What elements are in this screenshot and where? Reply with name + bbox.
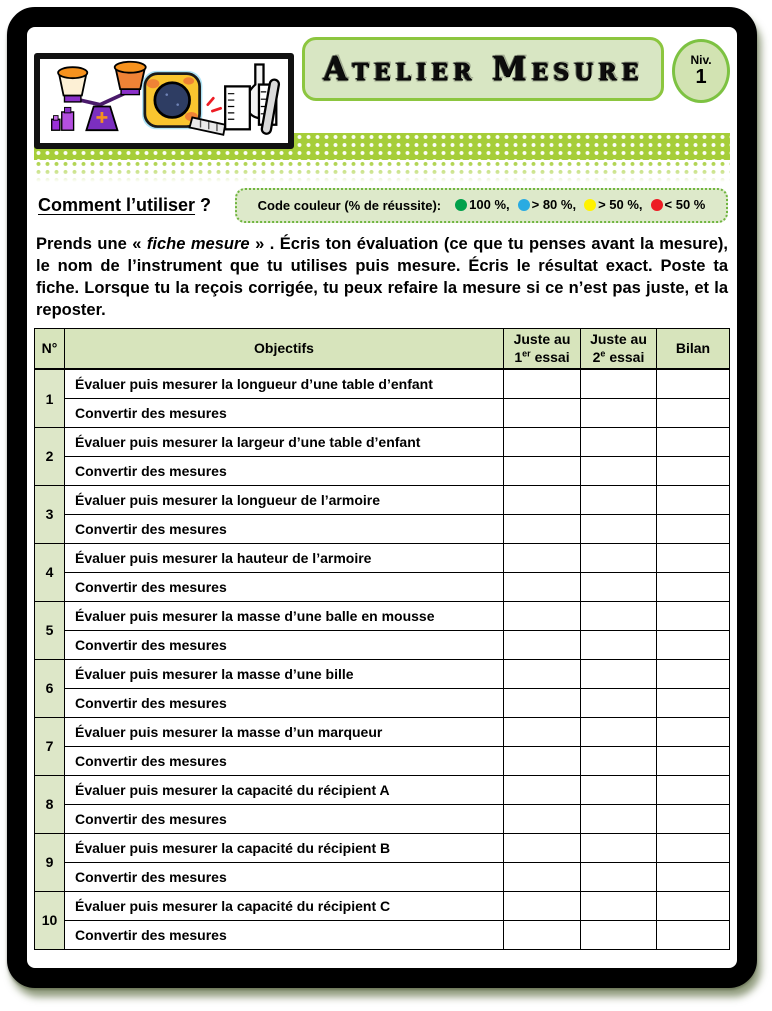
convert-text: Convertir des mesures	[65, 688, 504, 717]
objective-row	[35, 717, 730, 746]
second-try-num: 2	[592, 348, 601, 365]
legend-item	[584, 197, 642, 212]
first-try-cell	[504, 717, 581, 746]
row-number: 1	[35, 369, 65, 427]
legend-item-label: > 80 %,	[531, 197, 577, 212]
first-try-cell	[504, 920, 581, 949]
objective-text: Évaluer puis mesurer la longueur d’une table d’enfant	[65, 369, 504, 398]
second-try-cell	[581, 804, 657, 833]
first-try-cell	[504, 456, 581, 485]
usage-heading	[38, 195, 211, 216]
convert-text: Convertir des mesures	[65, 514, 504, 543]
legend-item-label: < 50 %	[664, 197, 706, 212]
first-try-cell	[504, 630, 581, 659]
col-header-num: N°	[35, 328, 65, 369]
instructions-part2: » . Écris ton évaluation (ce que tu penses avant la mesure), le nom de l’instrument que tu utilises puis mesure. Écris le résultat exact. Poste ta fiche. Lorsque tu la reçois corrigée, tu peux refaire la mesure si ce n’est pas juste, et la reposter.	[36, 234, 729, 319]
table-header-row	[35, 328, 730, 369]
second-try-line2	[593, 349, 645, 365]
legend-item	[651, 197, 706, 212]
second-try-cell	[581, 456, 657, 485]
second-try-cell	[581, 427, 657, 456]
convert-text: Convertir des mesures	[65, 746, 504, 775]
usage-row	[38, 188, 728, 223]
row-number: 4	[35, 543, 65, 601]
first-try-cell	[504, 659, 581, 688]
row-number: 5	[35, 601, 65, 659]
convert-row	[35, 862, 730, 891]
objective-text: Évaluer puis mesurer la masse d’un marqueur	[65, 717, 504, 746]
first-try-cell	[504, 427, 581, 456]
second-try-cell	[581, 920, 657, 949]
legend-label: Code couleur (% de réussite):	[257, 197, 442, 213]
second-try-cell	[581, 862, 657, 891]
objective-row	[35, 369, 730, 398]
first-try-cell	[504, 804, 581, 833]
measurement-tools-illustration	[40, 59, 288, 143]
objective-text: Évaluer puis mesurer la capacité du récipient A	[65, 775, 504, 804]
objectives-table-head	[35, 328, 730, 369]
balance-scale-icon	[52, 62, 146, 130]
first-try-cell	[504, 833, 581, 862]
bilan-cell	[657, 862, 730, 891]
second-try-cell	[581, 659, 657, 688]
row-number: 6	[35, 659, 65, 717]
header	[34, 33, 730, 149]
second-try-cell	[581, 601, 657, 630]
second-try-rest: essai	[605, 348, 645, 365]
col-header-objectives: Objectifs	[65, 328, 504, 369]
bilan-cell	[657, 833, 730, 862]
instructions-paragraph	[36, 233, 728, 321]
objective-row	[35, 543, 730, 572]
yellow-success-dot	[584, 199, 596, 211]
objective-row	[35, 833, 730, 862]
objective-text: Évaluer puis mesurer la masse d’une balle en mousse	[65, 601, 504, 630]
bilan-cell	[657, 717, 730, 746]
convert-row	[35, 804, 730, 833]
objective-row	[35, 659, 730, 688]
first-try-line1: Juste au	[513, 331, 571, 348]
first-try-cell	[504, 543, 581, 572]
objectives-table	[34, 328, 730, 950]
second-try-cell	[581, 746, 657, 775]
level-value: 1	[695, 65, 707, 88]
convert-row	[35, 514, 730, 543]
row-number: 2	[35, 427, 65, 485]
col-header-bilan: Bilan	[657, 328, 730, 369]
instructions-part1: Prends une «	[36, 234, 147, 253]
first-try-num: 1	[514, 348, 523, 365]
col-header-first-try	[504, 328, 581, 369]
objective-row	[35, 601, 730, 630]
bilan-cell	[657, 427, 730, 456]
measurement-tools-clipart	[34, 53, 294, 149]
measuring-tape-icon	[142, 71, 225, 135]
convert-text: Convertir des mesures	[65, 862, 504, 891]
legend-item-label: 100 %,	[469, 197, 510, 212]
second-try-cell	[581, 543, 657, 572]
first-try-cell	[504, 514, 581, 543]
color-code-legend	[235, 188, 728, 223]
objective-text: Évaluer puis mesurer la longueur de l’armoire	[65, 485, 504, 514]
bilan-cell	[657, 369, 730, 398]
halftone-band-fade	[34, 160, 730, 182]
second-try-sup: e	[600, 348, 606, 359]
convert-text: Convertir des mesures	[65, 630, 504, 659]
objective-row	[35, 485, 730, 514]
row-number: 9	[35, 833, 65, 891]
bilan-cell	[657, 920, 730, 949]
first-try-cell	[504, 688, 581, 717]
first-try-cell	[504, 862, 581, 891]
level-badge	[672, 39, 730, 103]
convert-row	[35, 456, 730, 485]
bilan-cell	[657, 601, 730, 630]
second-try-cell	[581, 369, 657, 398]
page-frame	[7, 7, 757, 988]
convert-text: Convertir des mesures	[65, 572, 504, 601]
second-try-cell	[581, 485, 657, 514]
objective-text: Évaluer puis mesurer la hauteur de l’armoire	[65, 543, 504, 572]
second-try-cell	[581, 572, 657, 601]
bilan-cell	[657, 485, 730, 514]
objectives-table-body	[35, 369, 730, 949]
legend-items	[447, 197, 705, 214]
convert-text: Convertir des mesures	[65, 804, 504, 833]
second-try-cell	[581, 398, 657, 427]
row-number: 3	[35, 485, 65, 543]
convert-text: Convertir des mesures	[65, 920, 504, 949]
usage-heading-text: Comment l’utiliser	[38, 194, 196, 215]
second-try-line1: Juste au	[590, 331, 647, 348]
first-try-cell	[504, 572, 581, 601]
first-try-cell	[504, 485, 581, 514]
row-number: 8	[35, 775, 65, 833]
second-try-cell	[581, 833, 657, 862]
first-try-sup: er	[522, 348, 531, 359]
objective-text: Évaluer puis mesurer la capacité du récipient C	[65, 891, 504, 920]
bilan-cell	[657, 659, 730, 688]
legend-item-label: > 50 %,	[598, 197, 643, 212]
first-try-cell	[504, 746, 581, 775]
convert-row	[35, 746, 730, 775]
objective-row	[35, 891, 730, 920]
first-try-cell	[504, 398, 581, 427]
second-try-cell	[581, 891, 657, 920]
glassware-icon	[225, 64, 279, 134]
second-try-cell	[581, 717, 657, 746]
page-title: Atelier Mesure	[322, 50, 643, 88]
bilan-cell	[657, 891, 730, 920]
first-try-cell	[504, 369, 581, 398]
legend-item	[518, 197, 576, 212]
bilan-cell	[657, 543, 730, 572]
objective-text: Évaluer puis mesurer la masse d’une bille	[65, 659, 504, 688]
bilan-cell	[657, 514, 730, 543]
first-try-line2	[514, 349, 569, 365]
bilan-cell	[657, 572, 730, 601]
level-label: Niv.	[690, 53, 712, 68]
first-try-cell	[504, 601, 581, 630]
convert-text: Convertir des mesures	[65, 398, 504, 427]
objective-text: Évaluer puis mesurer la capacité du récipient B	[65, 833, 504, 862]
instructions-italic: fiche mesure	[146, 234, 250, 253]
first-try-cell	[504, 775, 581, 804]
convert-row	[35, 398, 730, 427]
bilan-cell	[657, 398, 730, 427]
objective-text: Évaluer puis mesurer la largeur d’une table d’enfant	[65, 427, 504, 456]
row-number: 7	[35, 717, 65, 775]
col-header-second-try	[581, 328, 657, 369]
convert-row	[35, 630, 730, 659]
bilan-cell	[657, 775, 730, 804]
second-try-cell	[581, 630, 657, 659]
legend-item	[455, 197, 509, 212]
bilan-cell	[657, 630, 730, 659]
second-try-cell	[581, 688, 657, 717]
green-success-dot	[455, 199, 467, 211]
convert-text: Convertir des mesures	[65, 456, 504, 485]
first-try-rest: essai	[530, 348, 570, 365]
title-box	[302, 37, 664, 101]
second-try-cell	[581, 775, 657, 804]
row-number: 10	[35, 891, 65, 949]
convert-row	[35, 572, 730, 601]
red-success-dot	[651, 199, 663, 211]
blue-success-dot	[518, 199, 530, 211]
bilan-cell	[657, 804, 730, 833]
bilan-cell	[657, 688, 730, 717]
convert-row	[35, 920, 730, 949]
bilan-cell	[657, 746, 730, 775]
objective-row	[35, 427, 730, 456]
convert-row	[35, 688, 730, 717]
bilan-cell	[657, 456, 730, 485]
second-try-cell	[581, 514, 657, 543]
objective-row	[35, 775, 730, 804]
usage-heading-suffix: ?	[195, 194, 212, 215]
first-try-cell	[504, 891, 581, 920]
